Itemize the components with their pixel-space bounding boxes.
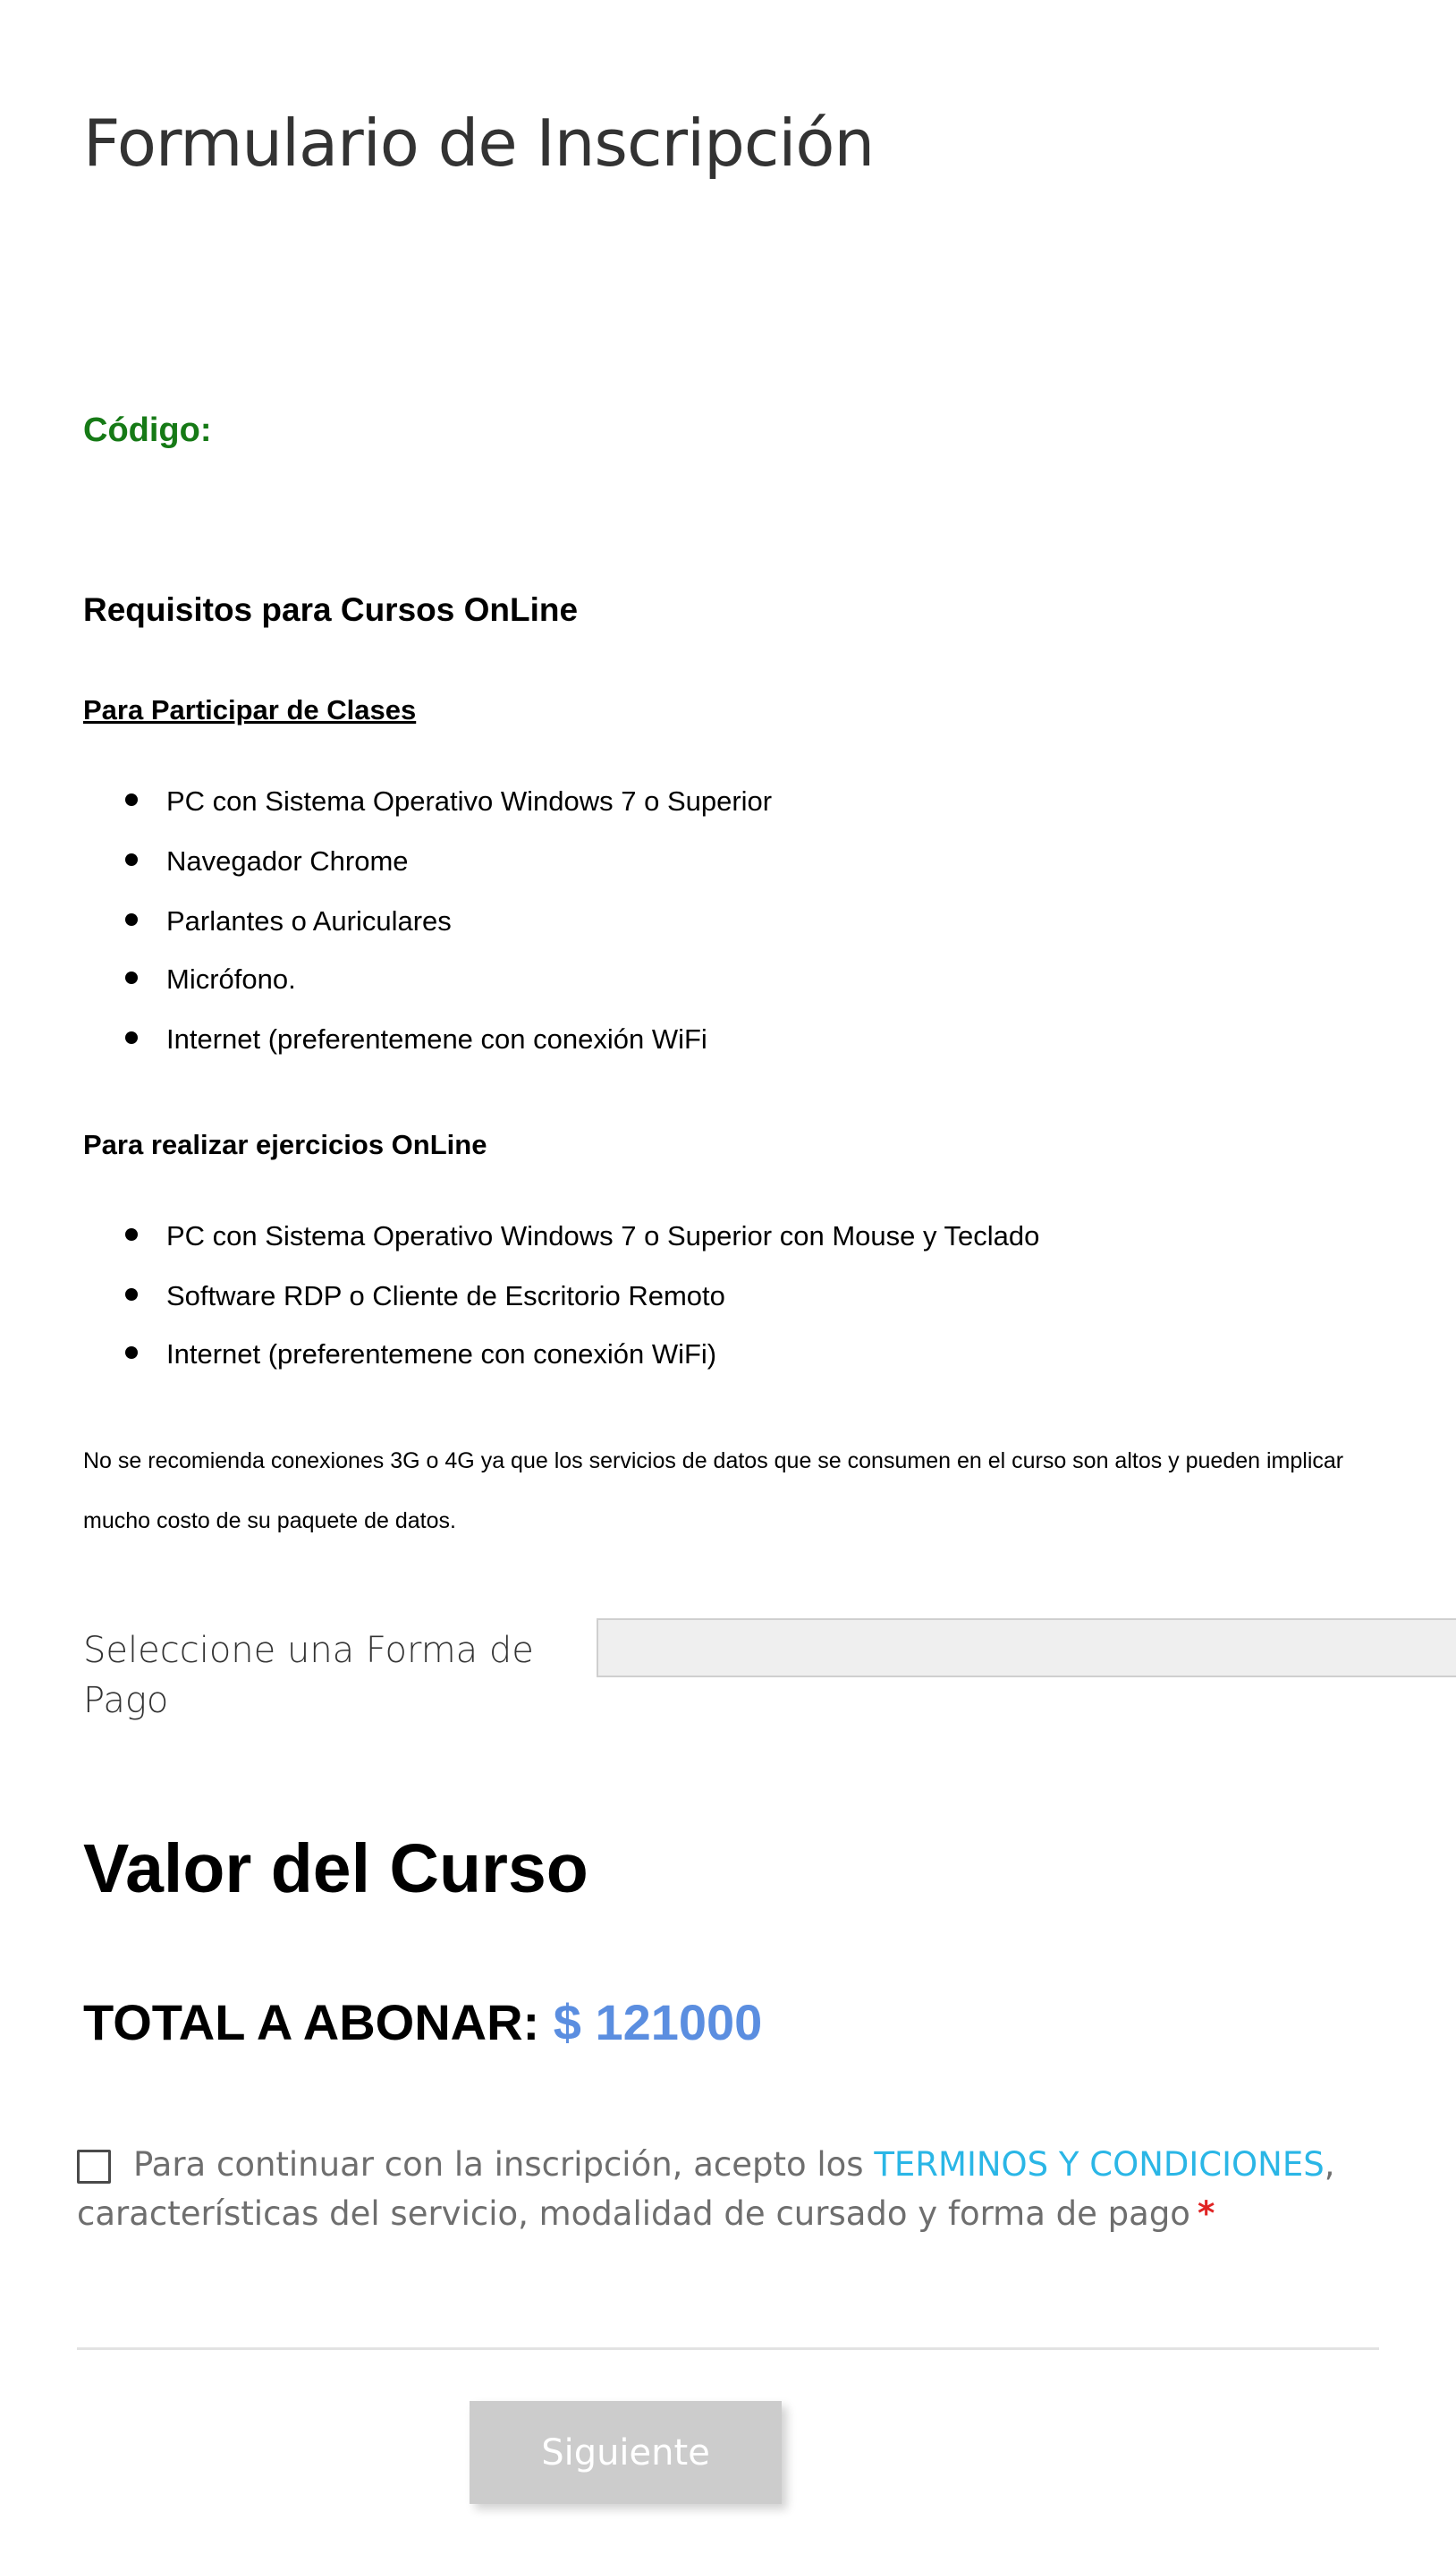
exercises-heading: Para realizar ejercicios OnLine	[83, 1129, 487, 1160]
required-mark: *	[1197, 2194, 1215, 2233]
total-amount: $ 121000	[553, 1994, 763, 2050]
terms-link[interactable]: TERMINOS Y CONDICIONES	[874, 2145, 1325, 2184]
terms-text-before: Para continuar con la inscripción, acepto los	[133, 2145, 875, 2184]
payment-method-label: Seleccione una Forma de Pago	[83, 1630, 534, 1721]
participate-heading: Para Participar de Clases	[83, 694, 417, 725]
list-item: PC con Sistema Operativo Windows 7 o Superior	[83, 785, 772, 818]
bullet-icon	[125, 913, 138, 926]
list-item: PC con Sistema Operativo Windows 7 o Superior con Mouse y Teclado	[83, 1220, 1039, 1252]
list-item: Micrófono.	[83, 963, 296, 996]
total-to-pay	[83, 1993, 762, 2051]
course-value-heading: Valor del Curso	[83, 1830, 588, 1907]
list-item: Internet (preferentemene con conexión WiFi)	[83, 1338, 716, 1370]
page-title: Formulario de Inscripción	[83, 106, 875, 181]
bullet-icon	[125, 972, 138, 984]
terms-label	[77, 2140, 1383, 2238]
total-label: TOTAL A ABONAR:	[83, 1994, 540, 2050]
bullet-icon	[125, 1228, 138, 1241]
bullet-icon	[125, 793, 138, 806]
code-label-colon: :	[199, 412, 212, 449]
list-item: Internet (preferentemene con conexión WiFi	[83, 1023, 707, 1056]
requirements-heading: Requisitos para Cursos OnLine	[83, 591, 579, 628]
code-label	[83, 412, 212, 450]
connection-note-line2: mucho costo de su paquete de datos.	[83, 1508, 456, 1533]
bullet-icon	[125, 853, 138, 866]
bullet-icon	[125, 1346, 138, 1359]
next-button[interactable]: Siguiente	[470, 2401, 782, 2504]
bullet-icon	[125, 1288, 138, 1301]
connection-note-line1: No se recomienda conexiones 3G o 4G ya que los servicios de datos que se consumen en el curso son altos y pueden implicar	[83, 1448, 1344, 1473]
bullet-icon	[125, 1031, 138, 1044]
list-item: Parlantes o Auriculares	[83, 905, 452, 938]
list-item: Software RDP o Cliente de Escritorio Remoto	[83, 1280, 725, 1312]
payment-method-select[interactable]	[597, 1618, 1456, 1677]
code-label-text: Código	[83, 412, 200, 449]
list-item: Navegador Chrome	[83, 845, 409, 878]
divider	[77, 2347, 1379, 2350]
terms-text-after: , características del servicio, modalidad de cursado y forma de pago	[77, 2145, 1335, 2233]
